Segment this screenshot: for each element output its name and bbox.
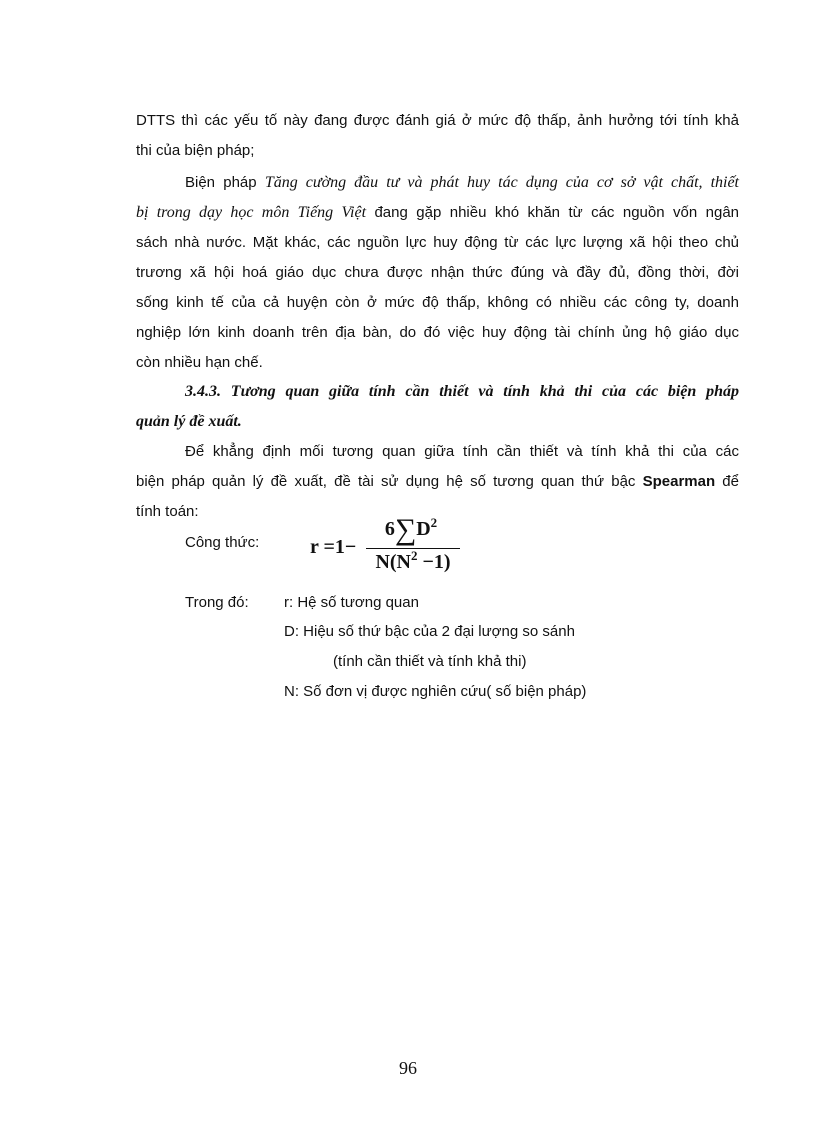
paragraph-line: tính toán:	[136, 503, 199, 520]
paragraph-line: sách nhà nước. Mặt khác, các nguồn lực huy động từ các lực lượng xã hội theo chủ	[136, 234, 739, 251]
legend-item-r: r: Hệ số tương quan	[284, 594, 419, 611]
formula-term: D	[416, 518, 431, 540]
bold-text: Spearman	[642, 473, 716, 490]
sigma-symbol: ∑	[394, 513, 417, 546]
formula-exponent: 2	[410, 548, 418, 563]
paragraph-line	[136, 471, 739, 493]
formula-numerator	[366, 513, 456, 546]
formula-term: −1)	[417, 551, 451, 573]
legend-item-d-note: (tính cần thiết và tính khả thi)	[333, 653, 527, 670]
formula-term: N(N	[375, 551, 411, 573]
text-run: biện pháp quản lý đề xuất, đề tài sử dụng hệ số tương quan thứ bậc	[136, 473, 643, 490]
paragraph-line	[185, 172, 739, 194]
paragraph-line: trương xã hội hoá giáo dục chưa được nhận thức đúng và đầy đủ, đồng thời, đời	[136, 264, 739, 281]
formula-exponent: 2	[430, 515, 438, 530]
spearman-formula	[310, 513, 470, 578]
paragraph-line: sống kinh tế của cả huyện còn ở mức độ thấp, không có nhiều các công ty, doanh	[136, 294, 739, 311]
text-run: Biện pháp	[185, 174, 265, 191]
paragraph-line: nghiệp lớn kinh doanh trên địa bàn, do đó việc huy động tài chính ủng hộ giáo dục	[136, 324, 739, 341]
legend-label: Trong đó:	[185, 594, 249, 611]
text-run: để	[715, 473, 739, 490]
paragraph-line	[136, 202, 739, 224]
formula-lhs: r =1−	[310, 536, 357, 558]
paragraph-line: DTTS thì các yếu tố này đang được đánh giá ở mức độ thấp, ảnh hưởng tới tính khả	[136, 112, 739, 129]
paragraph-line: Để khẳng định mối tương quan giữa tính cần thiết và tính khả thi của các	[185, 443, 739, 460]
legend-item-d: D: Hiệu số thứ bậc của 2 đại lượng so sánh	[284, 623, 575, 640]
formula-label: Công thức:	[185, 534, 260, 551]
section-heading: 3.4.3. Tương quan giữa tính cần thiết và tính khả thi của các biện pháp	[185, 383, 739, 400]
page-number: 96	[399, 1058, 417, 1078]
legend-item-n: N: Số đơn vị được nghiên cứu( số biện pháp)	[284, 683, 587, 700]
formula-term: 6	[384, 518, 395, 540]
italic-text: Tăng cường đầu tư và phát huy tác dụng của cơ sở vật chất, thiết	[264, 174, 740, 191]
section-heading: quản lý đề xuất.	[136, 413, 242, 430]
paragraph-line: thi của biện pháp;	[136, 142, 255, 159]
text-run: đang gặp nhiều khó khăn từ các nguồn vốn ngân	[366, 204, 739, 221]
formula-denominator	[366, 548, 460, 574]
italic-text: bị trong dạy học môn Tiếng Việt	[136, 204, 367, 221]
paragraph-line: còn nhiều hạn chế.	[136, 354, 263, 371]
